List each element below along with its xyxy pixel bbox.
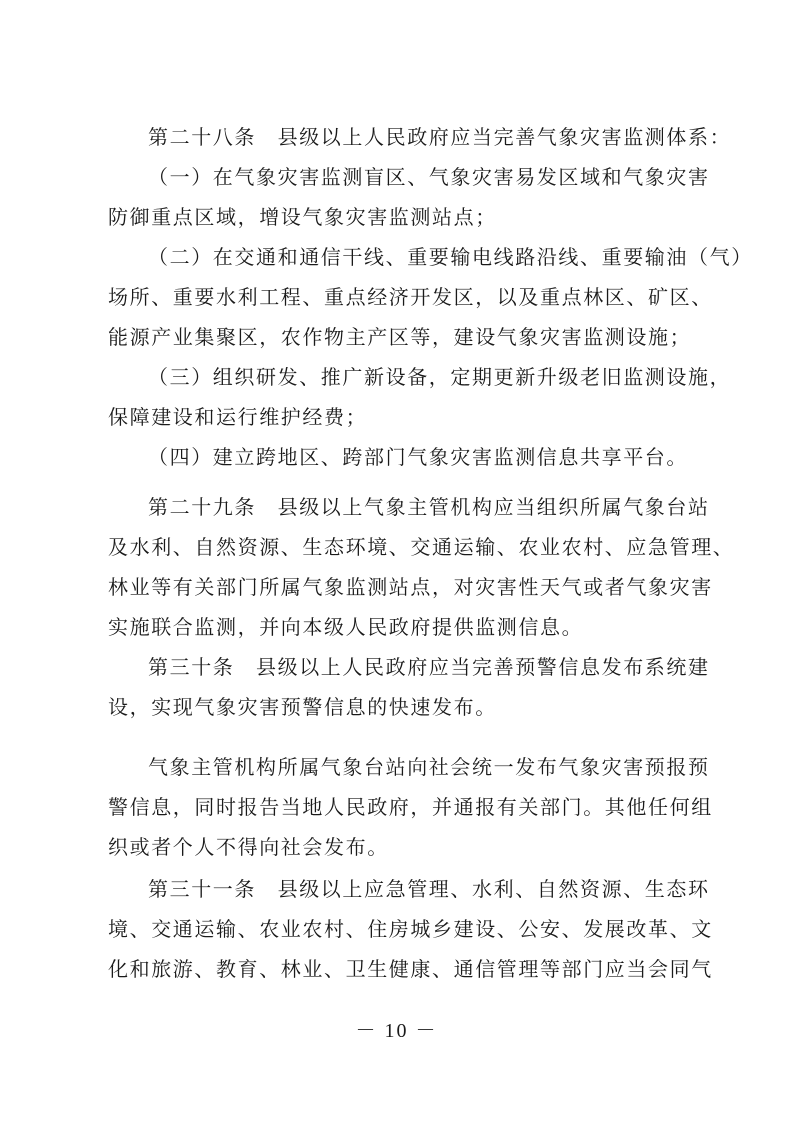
article-30-cont: 设，实现气象灾害预警信息的快速发布。 <box>108 695 497 719</box>
article-29-cont-3: 实施联合监测，并向本级人民政府提供监测信息。 <box>108 615 584 639</box>
page-number: － 10 － <box>355 1020 438 1042</box>
article-28-item-2-cont-2: 能源产业集聚区，农作物主产区等，建设气象灾害监测设施； <box>108 325 692 349</box>
article-29-heading: 第二十九条 县级以上气象主管机构应当组织所属气象台站 <box>148 495 710 519</box>
article-28-item-2-cont-1: 场所、重要水利工程、重点经济开发区，以及重点林区、矿区、 <box>108 285 713 309</box>
article-30-heading: 第三十条 县级以上人民政府应当完善预警信息发布系统建 <box>148 655 710 679</box>
article-30-para-2: 气象主管机构所属气象台站向社会统一发布气象灾害预报预 <box>148 755 710 779</box>
article-28-item-1: （一）在气象灾害监测盲区、气象灾害易发区域和气象灾害 <box>148 165 710 189</box>
article-28-item-1-cont: 防御重点区域，增设气象灾害监测站点； <box>108 205 497 229</box>
article-30-para-2-cont-2: 织或者个人不得向社会发布。 <box>108 835 389 859</box>
article-31-cont-1: 境、交通运输、农业农村、住房城乡建设、公安、发展改革、文 <box>108 917 713 941</box>
article-29-cont-1: 及水利、自然资源、生态环境、交通运输、农业农村、应急管理、 <box>108 535 735 559</box>
article-29-cont-2: 林业等有关部门所属气象监测站点，对灾害性天气或者气象灾害 <box>108 575 713 599</box>
article-31-cont-2: 化和旅游、教育、林业、卫生健康、通信管理等部门应当会同气 <box>108 957 713 981</box>
article-28-item-3-cont: 保障建设和运行维护经费； <box>108 405 368 429</box>
article-30-para-2-cont-1: 警信息，同时报告当地人民政府，并通报有关部门。其他任何组 <box>108 795 713 819</box>
article-31-heading: 第三十一条 县级以上应急管理、水利、自然资源、生态环 <box>148 877 710 901</box>
article-28-heading: 第二十八条 县级以上人民政府应当完善气象灾害监测体系： <box>148 125 732 149</box>
article-28-item-2: （二）在交通和通信干线、重要输电线路沿线、重要输油（气） <box>148 245 753 269</box>
article-28-item-3: （三）组织研发、推广新设备，定期更新升级老旧监测设施， <box>148 365 732 389</box>
article-28-item-4: （四）建立跨地区、跨部门气象灾害监测信息共享平台。 <box>148 445 688 469</box>
